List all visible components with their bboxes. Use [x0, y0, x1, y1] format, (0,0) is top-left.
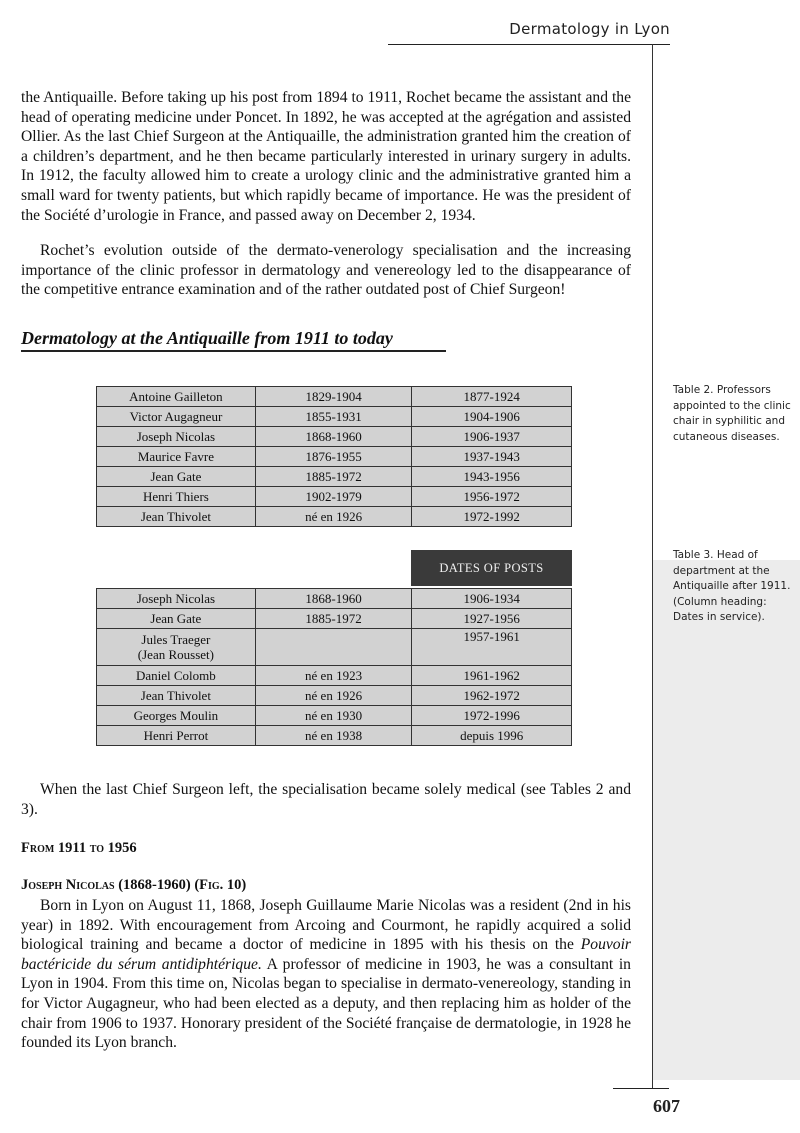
post-cell: 1904-1906 [412, 407, 572, 427]
life-cell [255, 629, 412, 666]
table-row [97, 666, 572, 686]
page-number: 607 [653, 1096, 680, 1116]
dates-of-posts-header: DATES OF POSTS [411, 550, 572, 586]
table-row [97, 589, 572, 609]
post-cell: 1906-1937 [412, 427, 572, 447]
post-cell: 1956-1972 [412, 487, 572, 507]
post-cell: 1961-1962 [412, 666, 572, 686]
post-cell: 1972-1996 [412, 706, 572, 726]
table-heads-of-department [96, 588, 572, 746]
paragraph-rochet: the Antiquaille. Before taking up his post from 1894 to 1911, Rochet became the assistant and the head of operating medicine under Poncet. In 1892, he was accepted at the agrégation and assisted Ollier. As the last Chief Surgeon at the Antiquaille, the administration granted him the creation of a children’s department, and he then became particularly interested in urinary surgery in adults. In 1912, the faculty allowed him to create a urology clinic and the administrative granted him a small ward for twenty patients, but which rapidly became of importance. He was the president of the Société d’urologie in France, and passed away on December 2, 1934. [21, 89, 631, 224]
life-cell: né en 1926 [255, 507, 412, 527]
paragraph-text: Born in Lyon on August 11, 1868, Joseph Guillaume Marie Nicolas was a resident (2nd in his year) in 1892. With encouragement from Arcoing and Courmont, he rapidly acquired a solid biological training and became a doctor of medicine in 1895 with his thesis on the [21, 897, 631, 954]
table-row [97, 387, 572, 407]
table-row [97, 629, 572, 666]
post-cell: 1906-1934 [412, 589, 572, 609]
thesis-title: Pouvoir bactéricide du sérum antidiphtérique. [21, 936, 631, 973]
paragraph-solely-medical: When the last Chief Surgeon left, the specialisation became solely medical (see Tables 2 and 3). [21, 781, 631, 818]
table-row [97, 507, 572, 527]
life-cell: né en 1923 [255, 666, 412, 686]
post-cell: 1957-1961 [412, 629, 572, 666]
subheading-period: From 1911 to 1956 [21, 840, 137, 856]
section-heading: Dermatology at the Antiquaille from 1911 to today [21, 328, 393, 348]
name-cell: Joseph Nicolas [97, 589, 256, 609]
name-cell: Daniel Colomb [97, 666, 256, 686]
life-cell: 1868-1960 [255, 427, 412, 447]
table-row [97, 706, 572, 726]
paragraph-text: A professor of medicine in 1903, he was a consultant in Lyon in 1904. From this time on, Nicolas began to specialise in dermato-venereology, standing in for Victor Augagneur, who had been elected as a deputy, and then replacing him as holder of the chair from 1906 to 1937. Honorary president of the Société française de dermatologie, in 1928 he founded its Lyon branch. [21, 955, 631, 1052]
life-cell: né en 1938 [255, 726, 412, 746]
name-cell: Maurice Favre [97, 447, 256, 467]
table-row [97, 427, 572, 447]
name-cell: Jean Gate [97, 609, 256, 629]
table-row [97, 407, 572, 427]
table-row [97, 686, 572, 706]
life-cell: né en 1930 [255, 706, 412, 726]
post-cell: 1937-1943 [412, 447, 572, 467]
name-cell: Henri Thiers [97, 487, 256, 507]
life-cell: né en 1926 [255, 686, 412, 706]
post-cell: depuis 1996 [412, 726, 572, 746]
life-cell: 1902-1979 [255, 487, 412, 507]
margin-background [653, 560, 800, 1080]
table-row [97, 447, 572, 467]
name-cell: Jean Thivolet [97, 507, 256, 527]
life-cell: 1885-1972 [255, 467, 412, 487]
heading-underline [21, 350, 446, 352]
table-row [97, 726, 572, 746]
name-cell [97, 629, 256, 666]
name-cell: Jean Gate [97, 467, 256, 487]
paragraph-evolution: Rochet’s evolution outside of the dermato-venerology specialisation and the increasing importance of the clinic professor in dermatology and venereology led to the disappearance of the competitive entrance examination and of the rather outdated post of Chief Surgeon! [21, 242, 631, 299]
table-row [97, 609, 572, 629]
footer-rule [613, 1088, 669, 1089]
life-cell: 1868-1960 [255, 589, 412, 609]
name-cell: Henri Perrot [97, 726, 256, 746]
margin-rule [652, 44, 653, 1089]
table3-caption: Table 3. Head of department at the Antiquaille after 1911. (Column heading: Dates in service). [673, 549, 791, 623]
life-cell: 1885-1972 [255, 609, 412, 629]
post-cell: 1943-1956 [412, 467, 572, 487]
name-line: (Jean Rousset) [137, 647, 214, 662]
post-cell: 1877-1924 [412, 387, 572, 407]
header-rule [388, 44, 670, 45]
post-cell: 1972-1992 [412, 507, 572, 527]
post-cell: 1962-1972 [412, 686, 572, 706]
life-cell: 1829-1904 [255, 387, 412, 407]
name-line: Jules Traeger [141, 632, 211, 647]
table-row [97, 487, 572, 507]
table-row [97, 467, 572, 487]
life-cell: 1855-1931 [255, 407, 412, 427]
name-cell: Victor Augagneur [97, 407, 256, 427]
name-cell: Jean Thivolet [97, 686, 256, 706]
subheading-nicolas: Joseph Nicolas (1868-1960) (Fig. 10) [21, 877, 247, 893]
running-head: Dermatology in Lyon [509, 20, 670, 38]
name-cell: Georges Moulin [97, 706, 256, 726]
life-cell: 1876-1955 [255, 447, 412, 467]
table-professors [96, 386, 572, 527]
post-cell: 1927-1956 [412, 609, 572, 629]
paragraph-nicolas [21, 896, 631, 1053]
name-cell: Antoine Gailleton [97, 387, 256, 407]
table2-caption: Table 2. Professors appointed to the clinic chair in syphilitic and cutaneous diseases. [673, 384, 791, 443]
name-cell: Joseph Nicolas [97, 427, 256, 447]
